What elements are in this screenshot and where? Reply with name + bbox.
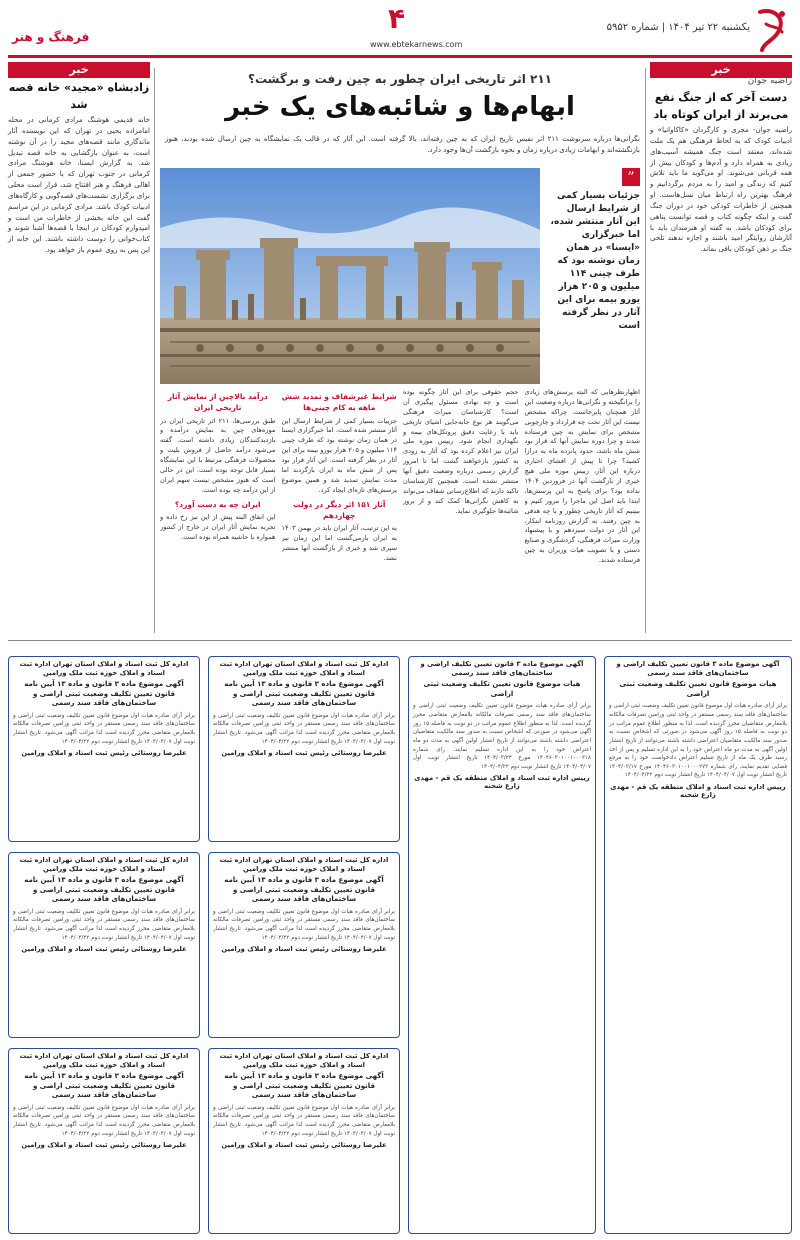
notice-signature: علیرضا روستائی رئیس ثبت اسناد و املاک ورامین (21, 945, 187, 954)
persepolis-photo (160, 168, 540, 384)
legal-notice (8, 656, 200, 842)
column-divider (154, 68, 155, 633)
notice-body: برابر آرای صادره هیات اول موضوع قانون تعیین تکلیف وضعیت ثبتی اراضی و ساختمان‌های فاقد سند رسمی مستقر در واحد ثبتی ورامین تصرفات مالکانه بلامعارض متقاضی محرز گردیده است لذا مراتب آگهی می‌شود. تاریخ انتشار نوبت اول ۱۴۰۴/۰۴/۰۷ تاریخ انتشار نوبت دوم ۱۴۰۴/۰۴/۲۲ (213, 908, 395, 941)
article-col-3 (282, 388, 398, 628)
notice-signature: رییس اداره ثبت اسناد و املاک منطقه یک قم - مهدی زارع شحنه (414, 774, 590, 791)
notice-org: اداره کل ثبت اسناد و املاک استان تهران اداره ثبت اسناد و املاک حوزه ثبت ملک ورامین (19, 660, 189, 678)
notice-title: آگهی موضوع ماده ۳ قانون و ماده ۱۳ آیین نامه قانون تعیین تکلیف وضعیت ثبتی اراضی و ساختمان‌های فاقد سند رسمی (24, 1072, 184, 1100)
notice-title: هیات موضوع قانون تعیین تکلیف وضعیت ثبتی اراضی (619, 680, 777, 698)
notice-body: برابر آرای صادره هیات اول موضوع قانون تعیین تکلیف وضعیت ثبتی اراضی و ساختمان‌های فاقد سند رسمی مستقر در واحد ثبتی ورامین تصرفات مالکانه بلامعارض متقاضی محرز گردیده است لذا مراتب آگهی می‌شود. تاریخ انتشار نوبت اول ۱۴۰۴/۰۴/۰۷ تاریخ انتشار نوبت دوم ۱۴۰۴/۰۴/۲۲ (213, 1104, 395, 1137)
legal-notice (208, 852, 400, 1038)
legal-notice (8, 852, 200, 1038)
header-rule (8, 55, 792, 58)
site-url[interactable]: www.ebtekarnews.com (370, 40, 463, 49)
article-col-4-text: طبق بررسی‌ها، ۲۱۱ اثر تاریخی ایران در موزه‌های چین به نمایش درآمده و بازدیدکنندگان زیادی داشته است. گفته می‌شود درآمد حاصل از فروش بلیت و محصولات فرهنگی مرتبط با این نمایشگاه بسیار قابل توجه بوده است. این در حالی است که هنوز مشخص نیست سهم ایران از این درآمد چه بوده است. (160, 416, 276, 494)
legal-notice (408, 656, 596, 1234)
article-headline: ابهام‌ها و شائبه‌های یک خبر (225, 92, 575, 122)
right-article-title: دست آخر که از جنگ نفع می‌برند از ایران کوتاه باد (653, 91, 789, 121)
notice-title: آگهی موضوع ماده ۳ قانون و ماده ۱۳ آیین نامه قانون تعیین تکلیف وضعیت ثبتی اراضی و ساختمان‌های فاقد سند رسمی (24, 876, 184, 904)
notice-org: اداره کل ثبت اسناد و املاک استان تهران اداره ثبت اسناد و املاک حوزه ثبت ملک ورامین (19, 856, 189, 874)
notice-body: برابر آرای صادره هیات اول موضوع قانون تعیین تکلیف وضعیت ثبتی اراضی و ساختمان‌های فاقد سند رسمی مستقر در واحد ثبتی ورامین تصرفات مالکانه بلامعارض متقاضی محرز گردیده است لذا مراتب آگهی می‌شود. تاریخ انتشار نوبت اول ۱۴۰۴/۰۴/۰۷ تاریخ انتشار نوبت دوم ۱۴۰۴/۰۴/۲۲ (13, 908, 195, 941)
notice-signature: علیرضا روستائی رئیس ثبت اسناد و املاک ورامین (21, 749, 187, 758)
legal-notice (604, 656, 792, 1234)
notice-body: برابر آرای صادره هیات اول موضوع قانون تعیین تکلیف وضعیت ثبتی اراضی و ساختمان‌های فاقد سند رسمی مستقر در واحد ثبتی ورامین تصرفات مالکانه بلامعارض متقاضی محرز گردیده است لذا مراتب آگهی می‌شود. تاریخ انتشار نوبت اول ۱۴۰۴/۰۴/۰۷ تاریخ انتشار نوبت دوم ۱۴۰۴/۰۴/۲۲ (13, 1104, 195, 1137)
notice-signature: رییس اداره ثبت اسناد و املاک منطقه یک قم - مهدی زارع شحنه (610, 783, 786, 800)
pull-quote-text: جزئیات بسیار کمی از شرایط ارسال این آثار منتشر شده، اما خبرگزاری «ایسنا» در همان زمان نوشته بود که طرف چینی ۱۱۴ میلیون و ۲۰۵ هزار یورو بیمه برای این آثار در نظر گرفته است (550, 191, 640, 332)
notice-org: اداره کل ثبت اسناد و املاک استان تهران اداره ثبت اسناد و املاک حوزه ثبت ملک ورامین (219, 856, 389, 874)
article-author: راضیه جوان (747, 76, 792, 86)
article-col-3b-text: به این ترتیب، آثار ایران باید در بهمن ۱۴۰۳ به ایران بازمی‌گشت اما این زمان نیز سپری شد و خبری از بازگشت آنها منتشر نشد. (281, 524, 397, 562)
article-col-2 (403, 388, 519, 628)
section-title: فرهنگ و هنر (12, 30, 90, 44)
page-number: ۴ (388, 2, 406, 35)
column-divider (645, 68, 646, 633)
article-col-1 (525, 388, 641, 628)
notice-org: اداره کل ثبت اسناد و املاک استان تهران اداره ثبت اسناد و املاک حوزه ثبت ملک ورامین (219, 660, 389, 678)
article-subhead: ایران چه به دست آورد؟ (174, 499, 261, 509)
legal-notices (8, 656, 792, 1234)
notice-body: برابر آرای صادره هیات موضوع قانون تعیین تکلیف وضعیت ثبتی اراضی و ساختمان‌های فاقد سند رسمی تصرفات مالکانه بلامعارض متقاضی محرز گردیده است. لذا به منظور اطلاع عموم مراتب در دو نوبت به فاصله ۱۵ روز آگهی می‌شود در صورتی که اشخاص نسبت به صدور سند مالکیت متقاضیان اعتراضی داشته باشند می‌توانند از تاریخ انتشار اولین آگهی به مدت دو ماه اعتراض خود را به این اداره تسلیم نمایند. رای شماره ۱۴۰۴۶۰۳۰۱۰۰۱۰۰۰۳۱۸ مورخ ۱۴۰۴/۰۳/۲۴ تاریخ انتشار نوبت اول ۱۴۰۴/۰۴/۰۷ تاریخ انتشار نوبت دوم ۱۴۰۴/۰۴/۲۲ (413, 703, 591, 770)
article-col-3-text: جزییات بسیار کمی از شرایط ارسال این آثار منتشر شده است، اما خبرگزاری ایسنا در همان زمان نوشته بود که طرف چینی ۱۱۴ میلیون و ۲۰۵ هزار یورو بیمه برای این آثار در نظر گرفته است. این آثار قرار بود پس از شش ماه به ایران بازگردند اما مدت نمایش تمدید شد و همین موضوع پرسش‌های تازه‌ای ایجاد کرد. (281, 416, 397, 494)
notice-signature: علیرضا روستائی رئیس ثبت اسناد و املاک ورامین (221, 1141, 387, 1150)
article-lead: نگرانی‌ها درباره سرنوشت ۲۱۱ اثر نفیس تاریخ ایران که به چین رفته‌اند، بالا گرفته است. این آثار که در قالب یک نمایشگاه به چین ارسال شده بودند، هنوز بازنگشته‌اند و ابهامات زیادی درباره زمان و نحوه بازگشت آن‌ها وجود دارد. (165, 135, 640, 154)
legal-notice (208, 1048, 400, 1234)
article-kicker: ۲۱۱ اثر تاریخی ایران چطور به چین رفت و برگشت؟ (248, 72, 552, 86)
right-column-label: خبر (650, 62, 792, 78)
notice-title: آگهی موضوع ماده ۳ قانون و ماده ۱۳ آیین نامه قانون تعیین تکلیف وضعیت ثبتی اراضی و ساختمان‌های فاقد سند رسمی (224, 680, 384, 708)
newspaper-logo (752, 6, 792, 52)
page-header (0, 0, 800, 60)
notice-body: برابر آرای صادره هیات اول موضوع قانون تعیین تکلیف وضعیت ثبتی اراضی و ساختمان‌های فاقد سند رسمی مستقر در واحد ثبتی ورامین تصرفات مالکانه بلامعارض متقاضی محرز گردیده است لذا مراتب آگهی می‌شود. تاریخ انتشار نوبت اول ۱۴۰۴/۰۴/۰۷ تاریخ انتشار نوبت دوم ۱۴۰۴/۰۴/۲۲ (213, 712, 395, 745)
notice-org: آگهی موضوع ماده ۳ قانون تعیین تکلیف اراضی و ساختمان‌های فاقد سند رسمی (616, 660, 780, 678)
pull-quote (550, 168, 640, 334)
legal-notice (208, 656, 400, 842)
notice-org: اداره کل ثبت اسناد و املاک استان تهران اداره ثبت اسناد و املاک حوزه ثبت ملک ورامین (219, 1052, 389, 1070)
notice-signature: علیرضا روستائی رئیس ثبت اسناد و املاک ورامین (221, 749, 387, 758)
notice-org: اداره کل ثبت اسناد و املاک استان تهران اداره ثبت اسناد و املاک حوزه ثبت ملک ورامین (19, 1052, 189, 1070)
article-subhead: شرایط غیرشفاف و تمدید شش ماهه به کام چینی‌ها (281, 392, 397, 413)
main-article (160, 66, 640, 636)
notice-title: هیات موضوع قانون تعیین تکلیف وضعیت ثبتی اراضی (423, 680, 581, 698)
notice-org: آگهی موضوع ماده ۳ قانون تعیین تکلیف اراضی و ساختمان‌های فاقد سند رسمی (420, 660, 584, 678)
section-divider (8, 640, 792, 641)
notice-body: برابر آرای صادره هیات اول موضوع قانون تعیین تکلیف وضعیت ثبتی اراضی و ساختمان‌های فاقد سند رسمی مستقر در واحد ثبتی ورامین تصرفات مالکانه بلامعارض متقاضی محرز گردیده است لذا مراتب آگهی می‌شود. تاریخ انتشار نوبت اول ۱۴۰۴/۰۴/۰۷ تاریخ انتشار نوبت دوم ۱۴۰۴/۰۴/۲۲ (13, 712, 195, 745)
quote-mark-icon (622, 168, 640, 186)
left-article-body: خانه قدیمی هوشنگ مرادی کرمانی در محله امامزاده یحیی در تهران که این نویسنده آثار ماندگاری مانند قصه‌های مجید را در آن نوشته است، به عنوان بازگشایی به خانه قصه تبدیل شد. به گزارش ایسنا، خانه هوشنگ مرادی کرمانی در جنوب تهران که با حضور جمعی از اهالی فرهنگ و هنر افتتاح شد، قرار است محلی برای برگزاری نشست‌های قصه‌گویی و کارگاه‌های ادبیات کودک باشد. مرادی کرمانی در این مراسم گفت این خانه بخشی از خاطرات من است و امیدوارم کودکان در اینجا با قصه‌ها آشنا شوند و کتاب‌خوانی را دوست داشته باشند. این خانه از این پس به روی عموم باز خواهد بود. (8, 116, 150, 255)
article-col-2-text: حجم حقوقی برای این آثار چگونه بوده است و چه نهادی مسئول پیگیری آن است؟ کارشناسان میراث فرهنگی می‌گویند هر نوع جابه‌جایی اشیای تاریخی باید با رعایت دقیق پروتکل‌های بیمه و نگهداری انجام شود. رییس موزه ملی ایران نیز اعلام کرده بود که آثار به زودی به کشور بازخواهند گشت اما تا امروز گزارش رسمی درباره وضعیت دقیق آنها منتشر نشده است. همچنین کارشناسان تاکید دارند که اطلاع‌رسانی شفاف می‌تواند به کاهش نگرانی‌ها کمک کند و از بروز شائبه‌ها جلوگیری نماید. (403, 388, 519, 515)
article-subhead: درآمد بالاچین از نمایش آثار تاریخی ایران (167, 392, 268, 413)
notice-signature: علیرضا روستائی رئیس ثبت اسناد و املاک ورامین (21, 1141, 187, 1150)
right-column (650, 76, 792, 255)
left-article-title: زادبشاه «مجید» خانه قصه شد (8, 81, 150, 111)
issue-date: یکشنبه ۲۲ تیر ۱۴۰۴ | شماره ۵۹۵۲ (606, 22, 750, 33)
notice-title: آگهی موضوع ماده ۳ قانون و ماده ۱۳ آیین نامه قانون تعیین تکلیف وضعیت ثبتی اراضی و ساختمان‌های فاقد سند رسمی (24, 680, 184, 708)
notice-signature: علیرضا روستائی رئیس ثبت اسناد و املاک ورامین (221, 945, 387, 954)
article-subhead: آثار ۱۵۱ اثر دیگر در دولت چهاردهم (293, 499, 386, 520)
article-col-4b-text: این اتفاق البته پیش از این نیز رخ داده و تجربه نمایش آثار ایران در خارج از کشور همواره با حاشیه همراه بوده است. (160, 512, 276, 541)
notice-title: آگهی موضوع ماده ۳ قانون و ماده ۱۳ آیین نامه قانون تعیین تکلیف وضعیت ثبتی اراضی و ساختمان‌های فاقد سند رسمی (224, 876, 384, 904)
article-col-4 (160, 388, 276, 628)
article-col-1-text: اظهارنظرهایی که البته پرسش‌های زیادی را برانگیخته و نگرانی‌ها درباره وضعیت این آثار همچنان پابرجاست. چراکه مشخص نیست این آثار تحت چه قرارداد و چارچوبی مشخص برای نمایش به چین فرستاده شدند و چرا دوره نمایش آنها که قرار بود شش ماه باشد، حدود پانزده ماه به درازا کشید؟ چرا تا پیش از افشای اخباری درباره این آثار، رییس موزه ملی هیچ خبری از بازگشت آنها در فروردین ۱۴۰۴ نداده بود؟ برای پاسخ به این پرسش‌ها، ابتدا باید اصل این ماجرا را مرور کنیم و ببینیم که آثار تاریخی چطور و با چه هدفی به چین رفتند. به گزارش روزنامه ابتکار، این آثار در دولت سیزدهم و با پیشنهاد وزارت میراث فرهنگی، گردشگری و صنایع دستی و با تصویب هیات وزیران به چین فرستاده شدند. (524, 388, 640, 565)
left-column-label: خبر (8, 62, 150, 78)
legal-notice (8, 1048, 200, 1234)
right-article-body: راضیه جوان- مجری و کارگردان «کاکاوانیا» و ادبیات کودک که به لحاظ فرهنگی هم یک ملت شده‌اند، معتقد است جنگ همیشه آسیب‌های زیادی به همراه دارد و آدم‌ها و کودکان بیش از همه قربانی می‌شوند. او می‌گوید ما باید تلاش کنیم که زندگی و امید را به مردم برگردانیم و فرهنگ بهترین راه ارتباط میان نسل‌هاست. او همچنین از خاطرات کودکی خود در دوران جنگ گفت و اینکه چگونه کتاب و قصه توانست پناهی برای کودکان باشد. به گفته او هنرمندان باید با آثارشان روایتگر امید باشند و اجازه ندهند تلخی جنگ بر ذهن کودکان باقی بماند. (650, 126, 792, 254)
notice-title: آگهی موضوع ماده ۳ قانون و ماده ۱۳ آیین نامه قانون تعیین تکلیف وضعیت ثبتی اراضی و ساختمان‌های فاقد سند رسمی (224, 1072, 384, 1100)
svg-text:”: ” (627, 170, 635, 186)
left-column (8, 76, 150, 256)
notice-body: برابر آرای صادره هیات اول موضوع قانون تعیین تکلیف وضعیت ثبتی اراضی و ساختمان‌های فاقد سند رسمی مستقر در واحد ثبتی ورامین تصرفات مالکانه بلامعارض متقاضیان محرز گردیده است. لذا به منظور اطلاع عموم مراتب در دو نوبت به فاصله ۱۵ روز آگهی می‌شود در صورتی که اشخاص نسبت به صدور سند مالکیت متقاضیان اعتراضی داشته باشند می‌توانند از تاریخ انتشار اولین آگهی به مدت دو ماه اعتراض خود را به این اداره تسلیم و پس از اخذ رسید ظرف یک ماه از تاریخ تسلیم اعتراض دادخواست خود را به مرجع قضایی تقدیم نمایند. رای شماره ۱۴۰۴۶۰۳۰۱۰۰۱۰۰۰۲۷۳ مورخ ۱۴۰۴/۰۳/۱۷ تاریخ انتشار نوبت اول ۱۴۰۴/۰۴/۰۷ تاریخ انتشار نوبت دوم ۱۴۰۴/۰۴/۲۲ (609, 703, 787, 779)
article-columns (160, 388, 640, 628)
